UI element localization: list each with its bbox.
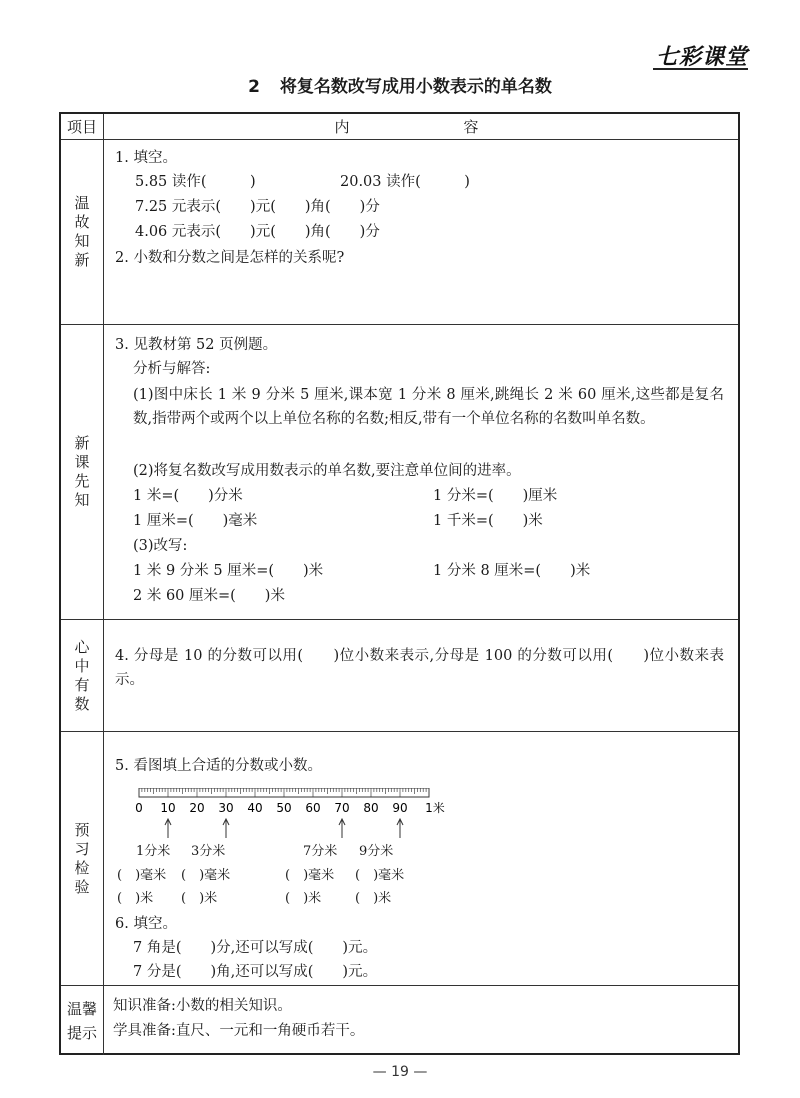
ruler-tick-label: 0 bbox=[135, 801, 143, 815]
ruler-tick-label: 50 bbox=[276, 801, 292, 815]
header-content-label: 内 容 bbox=[334, 118, 507, 136]
ruler-tick-label: 60 bbox=[305, 801, 321, 815]
arrow-label-7dm: 7分米 bbox=[303, 844, 338, 859]
header-item-cell bbox=[61, 114, 104, 139]
review-label: 温故知新 bbox=[74, 194, 90, 269]
ruler-tick-label: 10 bbox=[160, 801, 176, 815]
newlesson-rw-a: 1 米 9 分米 5 厘米=( )米 bbox=[133, 563, 324, 579]
check-content bbox=[115, 732, 730, 985]
title-number: 2 bbox=[248, 77, 260, 97]
newlesson-analysis: 分析与解答: bbox=[133, 361, 211, 377]
review-q2: 2. 小数和分数之间是怎样的关系呢? bbox=[115, 250, 345, 266]
blank-mm-3: ( )毫米 bbox=[285, 868, 335, 883]
review-q1-b: 20.03 读作( ) bbox=[340, 174, 470, 190]
newlesson-q3: 3. 见教材第 52 页例题。 bbox=[115, 337, 278, 353]
arrow-label-1dm: 1分米 bbox=[136, 844, 171, 859]
newlesson-rw-b: 1 分米 8 厘米=( )米 bbox=[433, 563, 591, 579]
ruler-tick-label: 80 bbox=[363, 801, 379, 815]
blank-mm-2: ( )毫米 bbox=[181, 868, 231, 883]
review-q1: 1. 填空。 bbox=[115, 150, 177, 166]
review-q1-d: 4.06 元表示( )元( )角( )分 bbox=[135, 224, 380, 240]
review-q1-a: 5.85 读作( ) bbox=[135, 174, 256, 190]
worksheet-table bbox=[59, 112, 740, 1055]
table-header-row bbox=[61, 114, 738, 140]
arrow-label-3dm: 3分米 bbox=[191, 844, 226, 859]
ruler-tick-label: 20 bbox=[189, 801, 205, 815]
newlesson-rw-c: 2 米 60 厘米=( )米 bbox=[133, 588, 285, 604]
newlesson-rewrite: (3)改写: bbox=[133, 538, 188, 554]
tips-content bbox=[113, 986, 730, 1055]
review-content bbox=[115, 140, 730, 324]
mind-label: 心中有数 bbox=[74, 637, 90, 713]
mind-label-cell bbox=[61, 620, 104, 731]
check-label: 预习检验 bbox=[74, 820, 90, 896]
tips-label-cell bbox=[61, 986, 104, 1055]
check-q6: 6. 填空。 bbox=[115, 916, 177, 932]
title-text: 将复名数改写成用小数表示的单名数 bbox=[279, 77, 552, 97]
tips-label: 温馨提示 bbox=[66, 999, 97, 1042]
ruler-tick-label: 70 bbox=[334, 801, 350, 815]
newlesson-para2: (2)将复名数改写成用数表示的单名数,要注意单位间的进率。 bbox=[133, 463, 521, 479]
review-q1-c: 7.25 元表示( )元( )角( )分 bbox=[135, 199, 380, 215]
newlesson-label-cell bbox=[61, 325, 104, 619]
newlesson-conv-c: 1 厘米=( )毫米 bbox=[133, 513, 258, 529]
blank-mm-4: ( )毫米 bbox=[355, 868, 405, 883]
mind-content bbox=[115, 620, 730, 731]
ruler-tick-label: 1米 bbox=[425, 801, 445, 815]
check-q6-b: 7 分是( )角,还可以写成( )元。 bbox=[133, 964, 378, 980]
mind-q4: 4. 分母是 10 的分数可以用( )位小数来表示,分母是 100 的分数可以用( )位小数来表示。 bbox=[115, 648, 724, 688]
section-tips bbox=[61, 986, 738, 1055]
newlesson-conv-d: 1 千米=( )米 bbox=[433, 513, 543, 529]
blank-m-4: ( )米 bbox=[355, 891, 392, 906]
brand-logo: 七彩课堂 bbox=[655, 44, 748, 70]
newlesson-content bbox=[115, 325, 730, 619]
page-number: — 19 — bbox=[372, 1064, 428, 1080]
ruler-tick-label: 40 bbox=[247, 801, 263, 815]
review-label-cell bbox=[61, 140, 104, 324]
newlesson-conv-b: 1 分米=( )厘米 bbox=[433, 488, 558, 504]
tips-line-2: 学具准备:直尺、一元和一角硬币若干。 bbox=[113, 1023, 365, 1039]
newlesson-label: 新课先知 bbox=[74, 434, 90, 509]
brand-underline bbox=[653, 68, 748, 70]
check-q5: 5. 看图填上合适的分数或小数。 bbox=[115, 758, 322, 774]
section-mind bbox=[61, 620, 738, 732]
blank-mm-1: ( )毫米 bbox=[117, 868, 167, 883]
newlesson-para1: (1)图中床长 1 米 9 分米 5 厘米,课本宽 1 分米 8 厘米,跳绳长 2 米 60 厘米,这些都是复名数,指带两个或两个以上单位名称的名数;相反,带有一个单位名称的名数叫单名数。 bbox=[133, 387, 724, 427]
ruler-tick-label: 90 bbox=[392, 801, 408, 815]
page-title bbox=[0, 72, 800, 97]
newlesson-conv-a: 1 米=( )分米 bbox=[133, 488, 243, 504]
check-q6-a: 7 角是( )分,还可以写成( )元。 bbox=[133, 940, 378, 956]
section-newlesson bbox=[61, 325, 738, 620]
ruler-diagram bbox=[129, 788, 449, 868]
blank-m-3: ( )米 bbox=[285, 891, 322, 906]
section-check bbox=[61, 732, 738, 986]
blank-m-2: ( )米 bbox=[181, 891, 218, 906]
arrow-label-9dm: 9分米 bbox=[359, 844, 394, 859]
ruler-tick-label: 30 bbox=[218, 801, 234, 815]
section-review bbox=[61, 140, 738, 325]
tips-line-1: 知识准备:小数的相关知识。 bbox=[113, 998, 292, 1014]
blank-m-1: ( )米 bbox=[117, 891, 154, 906]
header-item-label: 项目 bbox=[66, 118, 97, 136]
check-label-cell bbox=[61, 732, 104, 985]
